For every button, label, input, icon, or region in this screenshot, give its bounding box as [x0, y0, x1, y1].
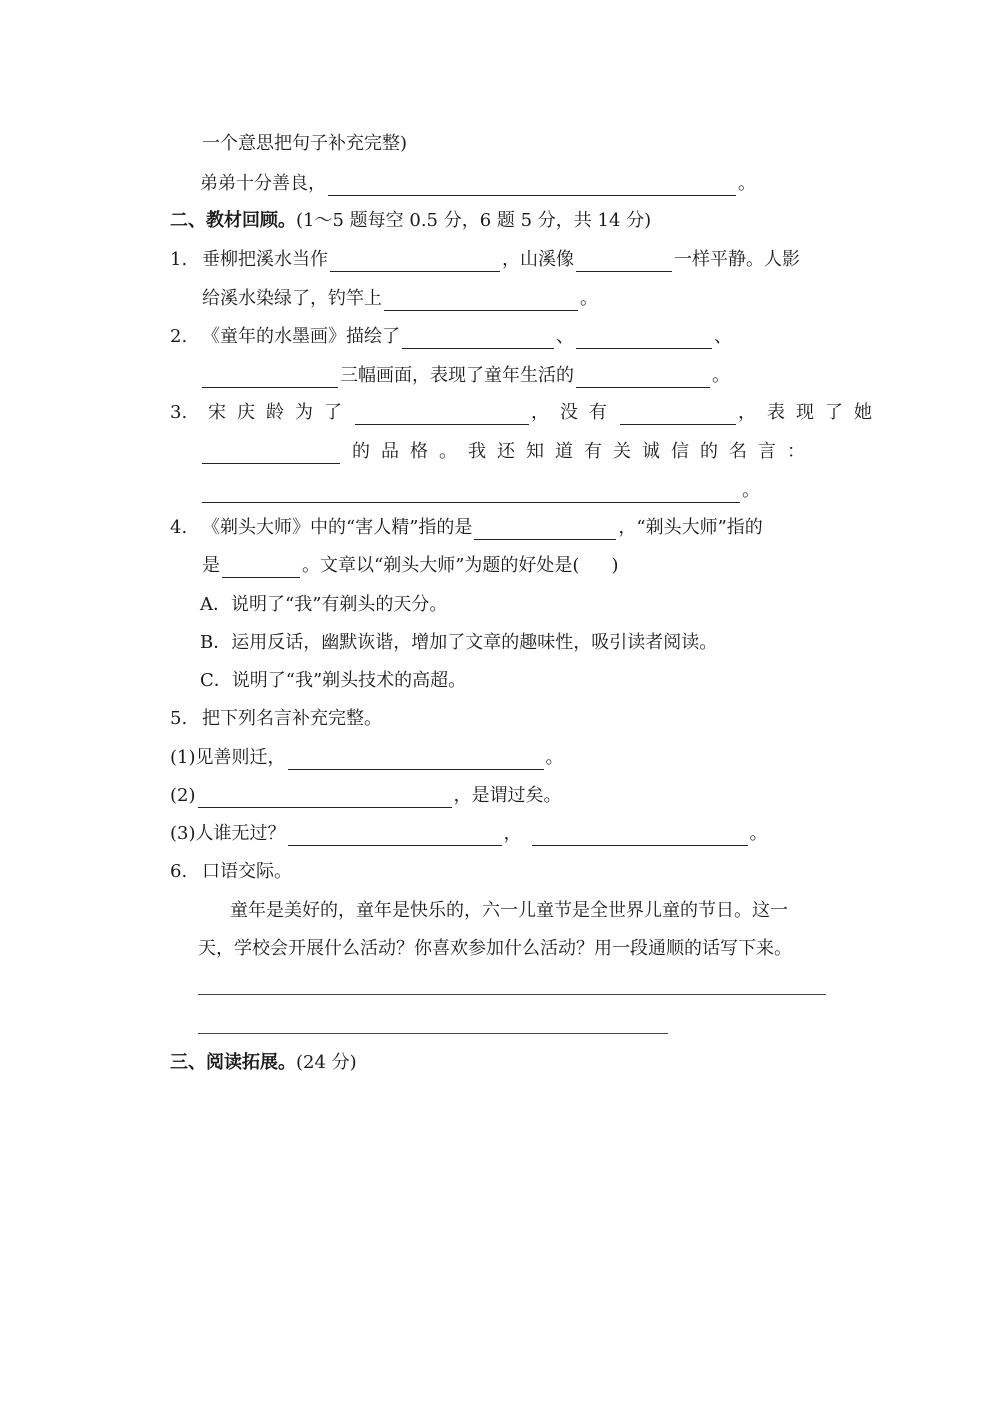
- q-cont-text-a: 一个意思把句子补充完整): [202, 133, 408, 154]
- q6-para-line-1: [230, 899, 788, 923]
- q2-sep: 、: [556, 326, 574, 347]
- q3-text-a: 宋庆龄为了: [208, 402, 353, 423]
- section-2-heading: [170, 209, 651, 233]
- q4-option-c-text: C．说明了“我”剃头技术的高超。: [200, 670, 467, 691]
- q5-blank-4[interactable]: [532, 827, 748, 846]
- q6-number: 6.: [170, 861, 188, 882]
- q1-text-e: 。: [580, 288, 598, 309]
- q5-item-2: [170, 784, 562, 808]
- q5-item-2-end: ，是谓过矣。: [453, 785, 562, 806]
- q1-blank-1[interactable]: [330, 253, 500, 272]
- q1-text-c: 一样平静。人影: [674, 249, 800, 270]
- q6-para-line-2: [198, 937, 792, 961]
- q5-number: 5.: [170, 708, 188, 729]
- q3-blank-3[interactable]: [202, 445, 340, 464]
- q5-item-3-text: (3)人谁无过？: [170, 823, 286, 844]
- section-3-score: (24 分): [296, 1052, 357, 1073]
- q6-para-text-2: 天，学校会开展什么活动？你喜欢参加什么活动？用一段通顺的话写下来。: [198, 938, 792, 959]
- q4-option-a[interactable]: [200, 593, 447, 617]
- q5-item-1-text: (1)见善则迁，: [170, 747, 286, 768]
- q-cont-text-b-end: 。: [738, 173, 756, 194]
- q-cont-line-a: [202, 132, 407, 156]
- q2-line-2: [200, 364, 730, 388]
- q3-text-c: ，表现了她: [738, 402, 883, 423]
- q2-number: 2.: [170, 326, 188, 347]
- q5-blank-2[interactable]: [198, 789, 452, 808]
- q6-title: 口语交际。: [202, 861, 292, 882]
- q3-blank-1[interactable]: [355, 406, 529, 425]
- q4-text-b: ，“剃头大师”指的: [618, 517, 763, 538]
- q1-text-a: 垂柳把溪水当作: [202, 249, 328, 270]
- q5-blank-3[interactable]: [288, 827, 502, 846]
- q2-blank-2[interactable]: [576, 330, 712, 349]
- q6-writing-line-1[interactable]: [198, 994, 826, 995]
- q1-number: 1.: [170, 249, 188, 270]
- q5-item-1: [170, 746, 564, 770]
- q5-item-1-end: 。: [545, 747, 564, 768]
- q5-title: 把下列名言补充完整。: [202, 708, 382, 729]
- q4-line-1: [170, 516, 763, 540]
- q6-heading: [170, 860, 292, 884]
- q4-blank-1[interactable]: [474, 521, 616, 540]
- q2-blank-4[interactable]: [576, 369, 710, 388]
- q5-item-3: [170, 822, 768, 846]
- q2-blank-3[interactable]: [202, 369, 338, 388]
- q2-blank-1[interactable]: [402, 330, 554, 349]
- q5-heading: [170, 707, 382, 731]
- q2-text-b: 三幅画面，表现了童年生活的: [340, 365, 574, 386]
- q4-text-c: 是: [202, 555, 220, 576]
- q3-text-d: 的品格。我还知道有关诚信的名言：: [352, 441, 816, 462]
- q4-text-d: 。文章以“剃头大师”为题的好处是(: [302, 555, 580, 576]
- q1-blank-3[interactable]: [384, 292, 578, 311]
- q4-text-a: 《剃头大师》中的“害人精”指的是: [202, 517, 473, 538]
- q3-text-e: 。: [742, 480, 760, 501]
- q1-line-1: [170, 248, 800, 272]
- q6-para-text-1: 童年是美好的，童年是快乐的，六一儿童节是全世界儿童的节日。这一: [230, 900, 788, 921]
- q-cont-text-b: 弟弟十分善良，: [200, 173, 326, 194]
- section-2-score: (1～5 题每空 0.5 分，6 题 5 分，共 14 分): [296, 210, 652, 231]
- q4-blank-2[interactable]: [222, 559, 300, 578]
- section-3-heading: [170, 1051, 357, 1075]
- q5-blank-1[interactable]: [288, 751, 544, 770]
- q4-text-e: ): [611, 555, 619, 576]
- q3-line-2: [200, 440, 816, 464]
- q2-sep-2: 、: [714, 326, 732, 347]
- q3-blank-2[interactable]: [620, 406, 736, 425]
- q3-line-3: [200, 479, 760, 503]
- q3-number: 3.: [170, 402, 188, 423]
- q3-text-b: ，没有: [531, 402, 618, 423]
- q4-option-a-text: A．说明了“我”有剃头的天分。: [200, 594, 448, 615]
- q4-line-2: [202, 554, 618, 578]
- q1-line-2: [202, 287, 598, 311]
- q4-number: 4.: [170, 517, 188, 538]
- q3-line-1: [170, 401, 883, 425]
- q1-text-d: 给溪水染绿了，钓竿上: [202, 288, 382, 309]
- q2-line-1: [170, 325, 732, 349]
- q6-writing-line-2[interactable]: [198, 1033, 668, 1034]
- section-2-title: 二、教材回顾。: [170, 210, 296, 231]
- q4-option-c[interactable]: [200, 669, 466, 693]
- q4-option-b[interactable]: [200, 631, 717, 655]
- q-cont-line-b: [200, 172, 756, 196]
- q2-text-c: 。: [712, 365, 730, 386]
- q3-blank-4[interactable]: [202, 484, 740, 503]
- q5-item-3-comma: ，: [503, 823, 522, 844]
- answer-blank[interactable]: [328, 177, 736, 196]
- q2-text-a: 《童年的水墨画》描绘了: [202, 326, 400, 347]
- q5-item-3-end: 。: [749, 823, 768, 844]
- section-3-title: 三、阅读拓展。: [170, 1052, 296, 1073]
- q4-option-b-text: B．运用反话，幽默诙谐，增加了文章的趣味性，吸引读者阅读。: [200, 632, 718, 653]
- q1-blank-2[interactable]: [576, 253, 672, 272]
- q1-text-b: ，山溪像: [502, 249, 574, 270]
- q5-item-2-text: (2): [170, 785, 196, 806]
